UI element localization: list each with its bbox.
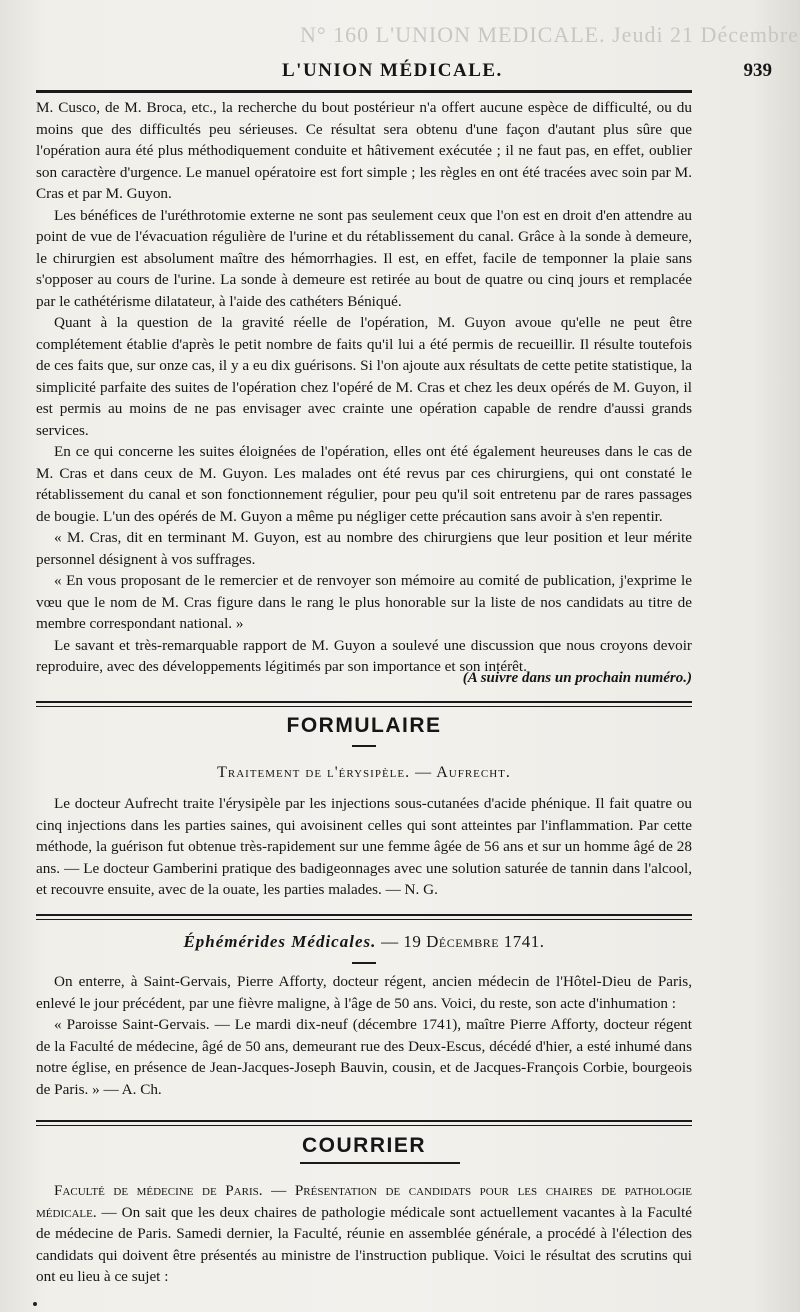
ephemerides-heading [36, 932, 692, 952]
courrier-lead: Faculté de médecine de Paris. — Présentation de candidats pour les chaires de pathologie médicale. [36, 1182, 692, 1221]
section-rule [36, 914, 692, 920]
courrier-paragraph [36, 1180, 692, 1288]
formulaire-subheading: Traitement de l'érysipèle. — Aufrecht. [217, 764, 511, 781]
section-rule [36, 1120, 692, 1126]
ephemerides-body [36, 971, 692, 1100]
ephemerides-paragraph: « Paroisse Saint-Gervais. — Le mardi dix-neuf (décembre 1741), maître Pierre Afforty, docteur régent de la Faculté de médecine, âgé de 50 ans, demeurant rue des Deux-Escus, décédé d'hier, a esté inhumé dans notre église, en présence de Jean-Jacques-Joseph Bauvin, cousin, et de Jacques-François Corbie, bourgeois de Paris. » — A. Ch. [36, 1016, 692, 1098]
article-continuation [36, 97, 692, 678]
formulaire-body [36, 793, 692, 901]
ephemerides-date: — 19 Décembre 1741. [381, 932, 545, 951]
title-dash [352, 962, 376, 964]
courrier-body [36, 1180, 692, 1288]
section-rule [36, 701, 692, 707]
article-paragraph: M. Cusco, de M. Broca, etc., la recherche du bout postérieur n'a offert aucune espèce de difficulté, ou du moins que des difficultés peu sérieuses. Ce résultat sera obtenu d'une façon d'autant plus sûre que l'opération aura été plus méthodiquement conduite et hâtivement exécutée ; il ne faut pas, en effet, oublier son caractère d'urgence. Le manuel opératoire est fort simple ; les règles en ont été tracées avec soin par M. Cras et par M. Guyon. [36, 99, 692, 202]
formulaire-paragraph: Le docteur Aufrecht traite l'érysipèle par les injections sous-cutanées d'acide phénique. Il fait quatre ou cinq injections dans les parties saines, qui avoisinent celles qui sont atteintes par l'inflammation. Par cette méthode, la guérison fut obtenue très-rapidement sur une femme âgée de 56 ans et sur un homme âgé de 28 ans. — Le docteur Gamberini pratique des badigeonnages avec une solution saturée de tannin dans l'alcool, et recouvre ensuite, avec de la ouate, les parties malades. — N. G. [36, 795, 692, 898]
page-header [36, 58, 772, 86]
to-be-continued-note: (A suivre dans un prochain numéro.) [462, 670, 692, 686]
article-paragraph: « En vous proposant de le remercier et de renvoyer son mémoire au comité de publication, j'exprime le vœu que le nom de M. Cras figure dans le rang le plus honorable sur la liste de nos candidats au titre de membre correspondant national. » [36, 572, 692, 632]
title-underline [300, 1162, 460, 1164]
article-paragraph: Les bénéfices de l'uréthrotomie externe ne sont pas seulement ceux que l'on est en droit d'en attendre au point de vue de l'évacuation régulière de l'urine et du rétablissement du canal. Grâce à la sonde à demeure, le chirurgien est absolument maître des hémorrhagies. Il est, en effet, facile de temponner la plaie sans s'opposer au cours de l'urine. La sonde à demeure est retirée au bout de quatre ou cinq jours et remplacée par le cathétérisme dilatateur, à l'aide des cathéters Béniqué. [36, 206, 692, 310]
courrier-title: COURRIER [301, 1134, 426, 1157]
ephemerides-paragraph: On enterre, à Saint-Gervais, Pierre Afforty, docteur régent, ancien médecin de l'Hôtel-Dieu de Paris, enlevé le jour précédent, par une fièvre maligne, à l'âge de 50 ans. Voici, du reste, son acte d'inhumation : [36, 973, 692, 1012]
article-paragraph: Quant à la question de la gravité réelle de l'opération, M. Guyon avoue qu'elle ne peut être complétement établie d'après le petit nombre de faits qu'il lui a été permis de recueillir. Il résulte toutefois de ces faits que, sur onze cas, il y a eu dix guérisons. Si l'on ajoute aux résultats de cette petite statistique, la simplicité parfaite des suites de l'opération chez l'opéré de M. Cras et chez les deux opérés de M. Guyon, il est permis au moins de ne pas envisager avec crainte une opération capable de rendre d'aussi grands services. [36, 314, 692, 439]
print-speck [33, 1302, 37, 1306]
bleed-through-text: N° 160 L'UNION MEDICALE. Jeudi 21 Décembre [300, 22, 799, 47]
article-paragraph: « M. Cras, dit en terminant M. Guyon, est au nombre des chirurgiens que leur position et leur mérite personnel désignent à vos suffrages. [36, 529, 692, 568]
page-number: 939 [743, 60, 772, 81]
running-head: L'UNION MÉDICALE. [282, 60, 503, 81]
header-rule [36, 90, 692, 93]
ephemerides-title: Éphémérides Médicales. [183, 932, 377, 951]
courrier-text: — On sait que les deux chaires de pathologie médicale sont actuellement vacantes à la Faculté de médecine de Paris. Samedi dernier, la Faculté, réunie en assemblée générale, a procédé à l'élection des candidats qui doivent être présentés au ministre de l'instruction publique. Voici le résultat des scrutins qui ont eu lieu à ce sujet : [36, 1203, 692, 1285]
article-paragraph: En ce qui concerne les suites éloignées de l'opération, elles ont été également heureuses dans le cas de M. Cras et dans ceux de M. Guyon. Les malades ont été revus par ces chirurgiens, qui ont constaté le rétablissement du canal et son fonctionnement régulier, pour peu qu'il soit entretenu par de rares passages de bougie. L'un des opérés de M. Guyon a même pu négliger cette précaution sans avoir à s'en repentir. [36, 443, 692, 525]
formulaire-title: FORMULAIRE [286, 714, 442, 737]
title-dash [352, 745, 376, 747]
article-paragraph: Le savant et très-remarquable rapport de M. Guyon a soulevé une discussion que nous croyons devoir reproduire, avec des développements légitimés par son importance et son intérêt. [36, 636, 692, 675]
